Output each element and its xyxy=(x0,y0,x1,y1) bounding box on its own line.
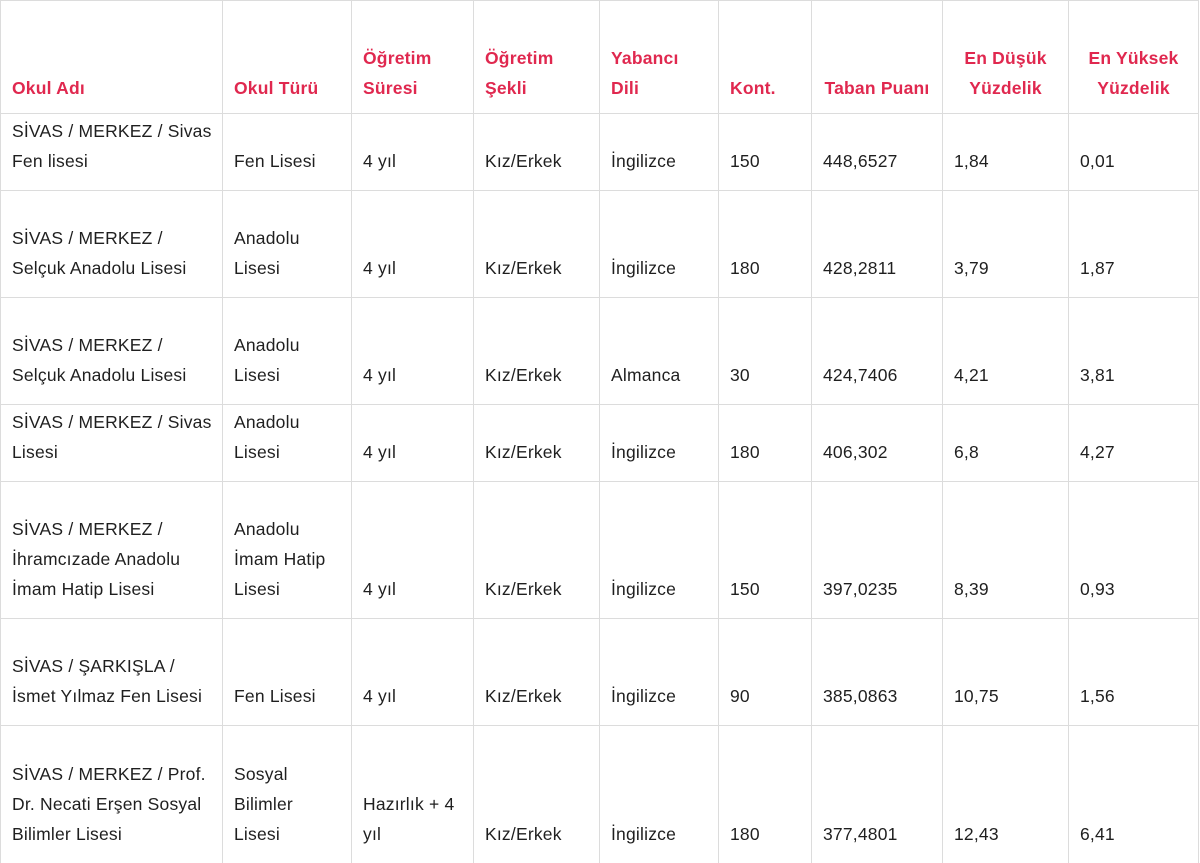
cell-okul-turu: Fen Lisesi xyxy=(223,619,352,726)
cell-ogretim-suresi: 4 yıl xyxy=(352,405,474,482)
header-en-yuksek-yuzdelik: En Yüksek Yüzdelik xyxy=(1069,1,1199,114)
cell-ogretim-sekli: Kız/Erkek xyxy=(474,114,600,191)
cell-en-dusuk-yuzdelik: 12,43 xyxy=(943,726,1069,863)
cell-okul-turu: Fen Lisesi xyxy=(223,114,352,191)
header-okul-adi: Okul Adı xyxy=(1,1,223,114)
cell-ogretim-suresi: 4 yıl xyxy=(352,191,474,298)
header-en-dusuk-yuzdelik: En Düşük Yüzdelik xyxy=(943,1,1069,114)
cell-taban-puani: 406,302 xyxy=(812,405,943,482)
cell-okul-adi: SİVAS / MERKEZ / Prof. Dr. Necati Erşen Sosyal Bilimler Lisesi xyxy=(1,726,223,863)
header-kont: Kont. xyxy=(719,1,812,114)
cell-ogretim-suresi: 4 yıl xyxy=(352,298,474,405)
cell-ogretim-sekli: Kız/Erkek xyxy=(474,191,600,298)
cell-ogretim-sekli: Kız/Erkek xyxy=(474,482,600,619)
table-row xyxy=(1,619,1199,726)
cell-en-dusuk-yuzdelik: 8,39 xyxy=(943,482,1069,619)
cell-en-dusuk-yuzdelik: 4,21 xyxy=(943,298,1069,405)
cell-ogretim-suresi: 4 yıl xyxy=(352,619,474,726)
cell-ogretim-suresi: Hazırlık + 4 yıl xyxy=(352,726,474,863)
cell-okul-adi: SİVAS / MERKEZ / Selçuk Anadolu Lisesi xyxy=(1,298,223,405)
table-row xyxy=(1,298,1199,405)
table-row xyxy=(1,114,1199,191)
cell-en-yuksek-yuzdelik: 1,56 xyxy=(1069,619,1199,726)
header-ogretim-sekli: Öğretim Şekli xyxy=(474,1,600,114)
cell-yabanci-dili: İngilizce xyxy=(600,726,719,863)
cell-okul-adi: SİVAS / MERKEZ / Sivas Fen lisesi xyxy=(1,114,223,191)
cell-okul-adi: SİVAS / MERKEZ / İhramcızade Anadolu İmam Hatip Lisesi xyxy=(1,482,223,619)
cell-kont: 180 xyxy=(719,726,812,863)
cell-ogretim-sekli: Kız/Erkek xyxy=(474,726,600,863)
cell-okul-turu: Sosyal Bilimler Lisesi xyxy=(223,726,352,863)
cell-kont: 90 xyxy=(719,619,812,726)
cell-en-dusuk-yuzdelik: 10,75 xyxy=(943,619,1069,726)
cell-en-yuksek-yuzdelik: 3,81 xyxy=(1069,298,1199,405)
cell-en-dusuk-yuzdelik: 3,79 xyxy=(943,191,1069,298)
cell-yabanci-dili: İngilizce xyxy=(600,619,719,726)
cell-yabanci-dili: İngilizce xyxy=(600,405,719,482)
cell-okul-adi: SİVAS / ŞARKIŞLA / İsmet Yılmaz Fen Lisesi xyxy=(1,619,223,726)
cell-en-yuksek-yuzdelik: 0,01 xyxy=(1069,114,1199,191)
cell-yabanci-dili: İngilizce xyxy=(600,191,719,298)
table-row xyxy=(1,405,1199,482)
cell-en-yuksek-yuzdelik: 0,93 xyxy=(1069,482,1199,619)
cell-ogretim-suresi: 4 yıl xyxy=(352,482,474,619)
table-row xyxy=(1,726,1199,863)
cell-yabanci-dili: İngilizce xyxy=(600,114,719,191)
cell-en-yuksek-yuzdelik: 1,87 xyxy=(1069,191,1199,298)
cell-kont: 150 xyxy=(719,482,812,619)
cell-taban-puani: 424,7406 xyxy=(812,298,943,405)
cell-okul-turu: Anadolu Lisesi xyxy=(223,191,352,298)
header-ogretim-suresi: Öğretim Süresi xyxy=(352,1,474,114)
table-row xyxy=(1,482,1199,619)
cell-kont: 180 xyxy=(719,405,812,482)
cell-ogretim-sekli: Kız/Erkek xyxy=(474,619,600,726)
cell-taban-puani: 428,2811 xyxy=(812,191,943,298)
cell-kont: 150 xyxy=(719,114,812,191)
cell-en-yuksek-yuzdelik: 6,41 xyxy=(1069,726,1199,863)
cell-taban-puani: 385,0863 xyxy=(812,619,943,726)
cell-ogretim-suresi: 4 yıl xyxy=(352,114,474,191)
cell-ogretim-sekli: Kız/Erkek xyxy=(474,405,600,482)
cell-en-dusuk-yuzdelik: 6,8 xyxy=(943,405,1069,482)
header-yabanci-dili: Yabancı Dili xyxy=(600,1,719,114)
cell-yabanci-dili: Almanca xyxy=(600,298,719,405)
cell-kont: 30 xyxy=(719,298,812,405)
header-taban-puani: Taban Puanı xyxy=(812,1,943,114)
cell-okul-adi: SİVAS / MERKEZ / Sivas Lisesi xyxy=(1,405,223,482)
cell-okul-turu: Anadolu Lisesi xyxy=(223,298,352,405)
cell-yabanci-dili: İngilizce xyxy=(600,482,719,619)
cell-taban-puani: 377,4801 xyxy=(812,726,943,863)
cell-taban-puani: 448,6527 xyxy=(812,114,943,191)
cell-en-dusuk-yuzdelik: 1,84 xyxy=(943,114,1069,191)
cell-okul-turu: Anadolu İmam Hatip Lisesi xyxy=(223,482,352,619)
cell-en-yuksek-yuzdelik: 4,27 xyxy=(1069,405,1199,482)
cell-ogretim-sekli: Kız/Erkek xyxy=(474,298,600,405)
cell-okul-turu: Anadolu Lisesi xyxy=(223,405,352,482)
table-body xyxy=(1,114,1199,863)
cell-okul-adi: SİVAS / MERKEZ / Selçuk Anadolu Lisesi xyxy=(1,191,223,298)
header-okul-turu: Okul Türü xyxy=(223,1,352,114)
table-row xyxy=(1,191,1199,298)
cell-taban-puani: 397,0235 xyxy=(812,482,943,619)
cell-kont: 180 xyxy=(719,191,812,298)
table-header-row xyxy=(1,1,1199,114)
